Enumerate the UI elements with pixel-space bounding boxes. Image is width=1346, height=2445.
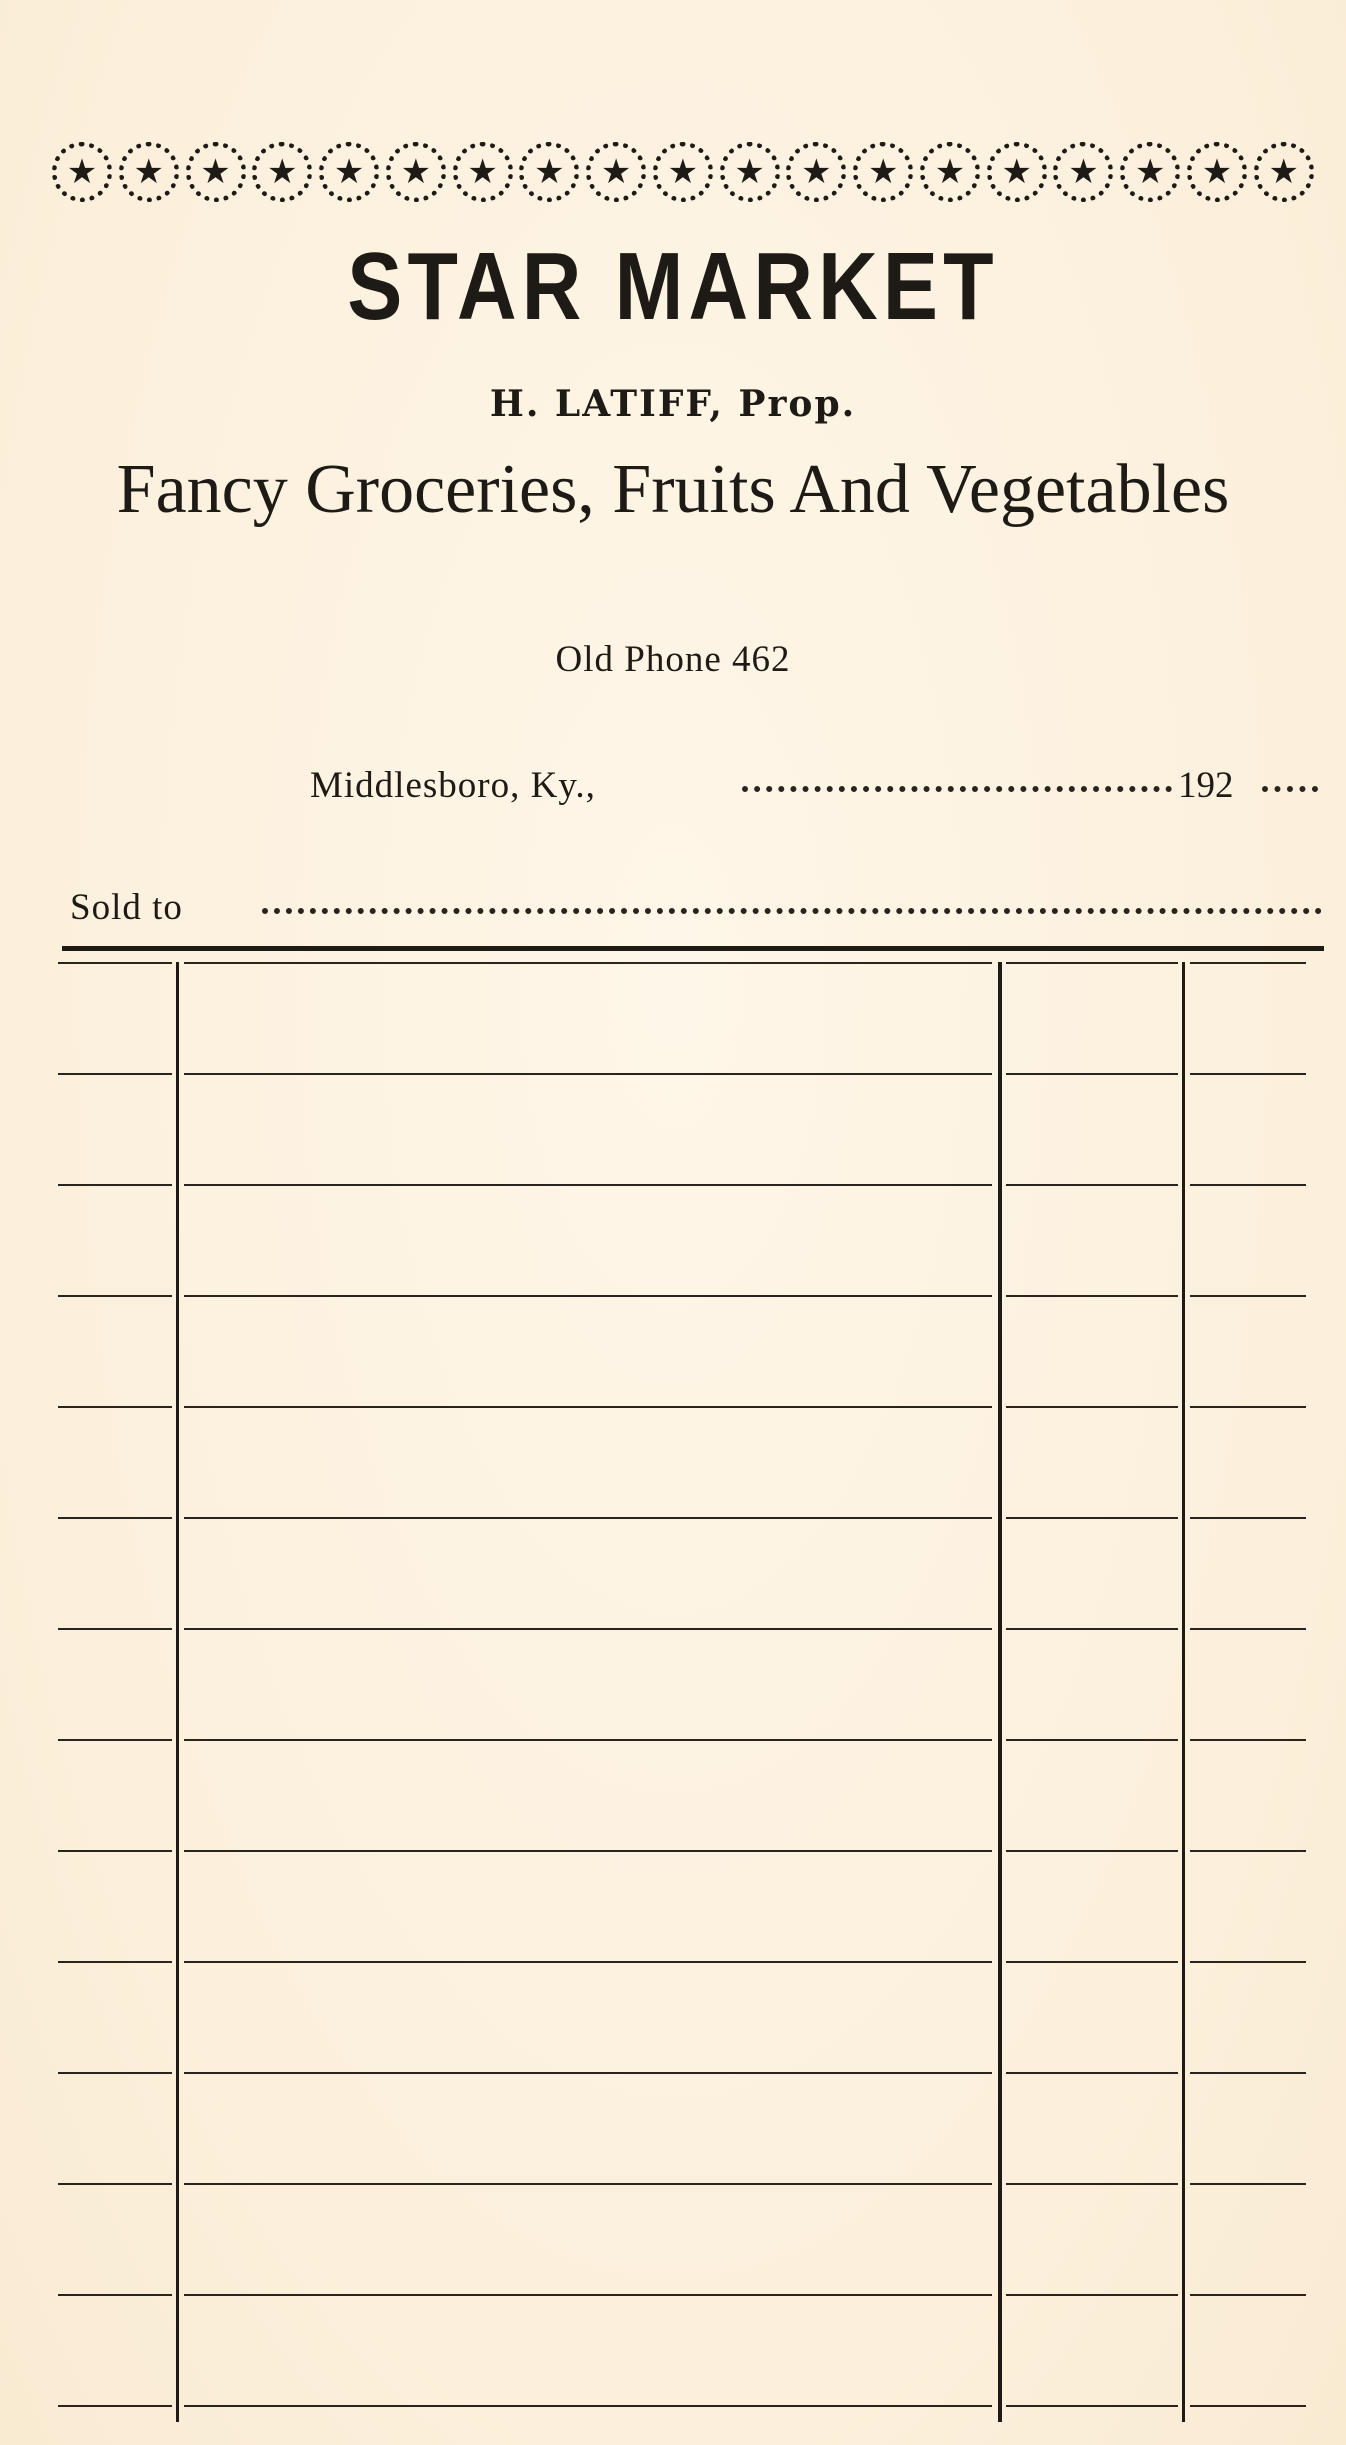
star-icon: ★ xyxy=(252,142,312,202)
ledger-row-line xyxy=(58,1739,172,1741)
sold-to-label: Sold to xyxy=(70,887,183,928)
ledger-column-divider-1 xyxy=(176,962,179,2422)
ledger-row-line xyxy=(58,1184,172,1186)
ledger-row-line xyxy=(184,1628,992,1630)
star-icon: ★ xyxy=(1120,142,1180,202)
store-tagline: Fancy Groceries, Fruits And Vegetables xyxy=(116,451,1230,528)
ledger-row-line xyxy=(58,2072,172,2074)
ledger-row-line xyxy=(184,1850,992,1852)
star-icon: ★ xyxy=(720,142,780,202)
star-icon: ★ xyxy=(786,142,846,202)
ledger-row-line xyxy=(184,1295,992,1297)
phone-line: Old Phone 462 xyxy=(555,639,791,680)
ledger-row-line xyxy=(1190,1850,1306,1852)
star-icon: ★ xyxy=(519,142,579,202)
ledger-row-line xyxy=(184,2405,992,2407)
ledger-row-line xyxy=(1006,2294,1178,2296)
ledger-row-line xyxy=(184,1961,992,1963)
ledger-row-line xyxy=(1006,1517,1178,1519)
ledger-row-line xyxy=(1190,2405,1306,2407)
star-icon: ★ xyxy=(1254,142,1314,202)
ledger-row-line xyxy=(58,962,172,964)
ledger-row-line xyxy=(1006,1295,1178,1297)
star-icon: ★ xyxy=(1053,142,1113,202)
ledger-row-line xyxy=(1006,1406,1178,1408)
star-icon: ★ xyxy=(1187,142,1247,202)
ledger-row-line xyxy=(1006,1184,1178,1186)
ledger-row-line xyxy=(58,2183,172,2185)
star-icon: ★ xyxy=(987,142,1047,202)
ledger-row-line xyxy=(1006,962,1178,964)
ledger-row-line xyxy=(184,1184,992,1186)
ledger-row-line xyxy=(58,1850,172,1852)
ledger-row-line xyxy=(1006,1073,1178,1075)
ledger-row-line xyxy=(1006,1628,1178,1630)
ledger-row-line xyxy=(1190,1073,1306,1075)
proprietor-line: H. LATIFF, Prop. xyxy=(489,383,857,425)
ledger-row-line xyxy=(1190,2183,1306,2185)
ledger-row-line xyxy=(184,1517,992,1519)
star-icon: ★ xyxy=(119,142,179,202)
year-prefix: 192 xyxy=(1178,765,1234,806)
ledger-row-line xyxy=(1006,1961,1178,1963)
ledger-row-line xyxy=(184,1073,992,1075)
ledger-row-line xyxy=(184,2294,992,2296)
ledger-row-line xyxy=(1190,1184,1306,1186)
star-icon: ★ xyxy=(186,142,246,202)
ledger-row-line xyxy=(1190,1406,1306,1408)
ledger-row-line xyxy=(58,2405,172,2407)
ledger-row-line xyxy=(58,1517,172,1519)
ledger-column-divider-3 xyxy=(1182,962,1185,2422)
ledger-row-line xyxy=(184,1406,992,1408)
ledger-row-line xyxy=(58,1406,172,1408)
ledger-row-line xyxy=(1006,1739,1178,1741)
ledger-row-line xyxy=(184,962,992,964)
ledger-row-line xyxy=(1190,2294,1306,2296)
ledger-row-line xyxy=(1190,1628,1306,1630)
ledger-row-line xyxy=(1190,2072,1306,2074)
ledger-row-line xyxy=(1190,1517,1306,1519)
star-icon: ★ xyxy=(386,142,446,202)
ledger-column-divider-2 xyxy=(998,962,1002,2422)
ledger-row-line xyxy=(184,2072,992,2074)
star-icon: ★ xyxy=(52,142,112,202)
ledger-row-line xyxy=(1190,1961,1306,1963)
star-icon: ★ xyxy=(853,142,913,202)
star-icon: ★ xyxy=(453,142,513,202)
ledger-row-line xyxy=(58,1073,172,1075)
ledger-row-line xyxy=(1006,1850,1178,1852)
ledger-row-line xyxy=(58,1295,172,1297)
ledger-row-line xyxy=(184,1739,992,1741)
ledger-row-line xyxy=(58,2294,172,2296)
ledger-row-line xyxy=(1006,2072,1178,2074)
ledger-row-line xyxy=(1190,1295,1306,1297)
ledger-row-line xyxy=(1006,2405,1178,2407)
ledger-row-line xyxy=(1006,2183,1178,2185)
ledger-row-line xyxy=(58,1628,172,1630)
place-label: Middlesboro, Ky., xyxy=(310,765,596,806)
star-icon: ★ xyxy=(653,142,713,202)
ledger-row-line xyxy=(1190,1739,1306,1741)
ledger-row-line xyxy=(58,1961,172,1963)
ledger-row-line xyxy=(1190,962,1306,964)
store-name: STAR MARKET xyxy=(347,233,999,340)
star-icon: ★ xyxy=(319,142,379,202)
ledger-row-line xyxy=(184,2183,992,2185)
star-icon: ★ xyxy=(586,142,646,202)
star-icon: ★ xyxy=(920,142,980,202)
